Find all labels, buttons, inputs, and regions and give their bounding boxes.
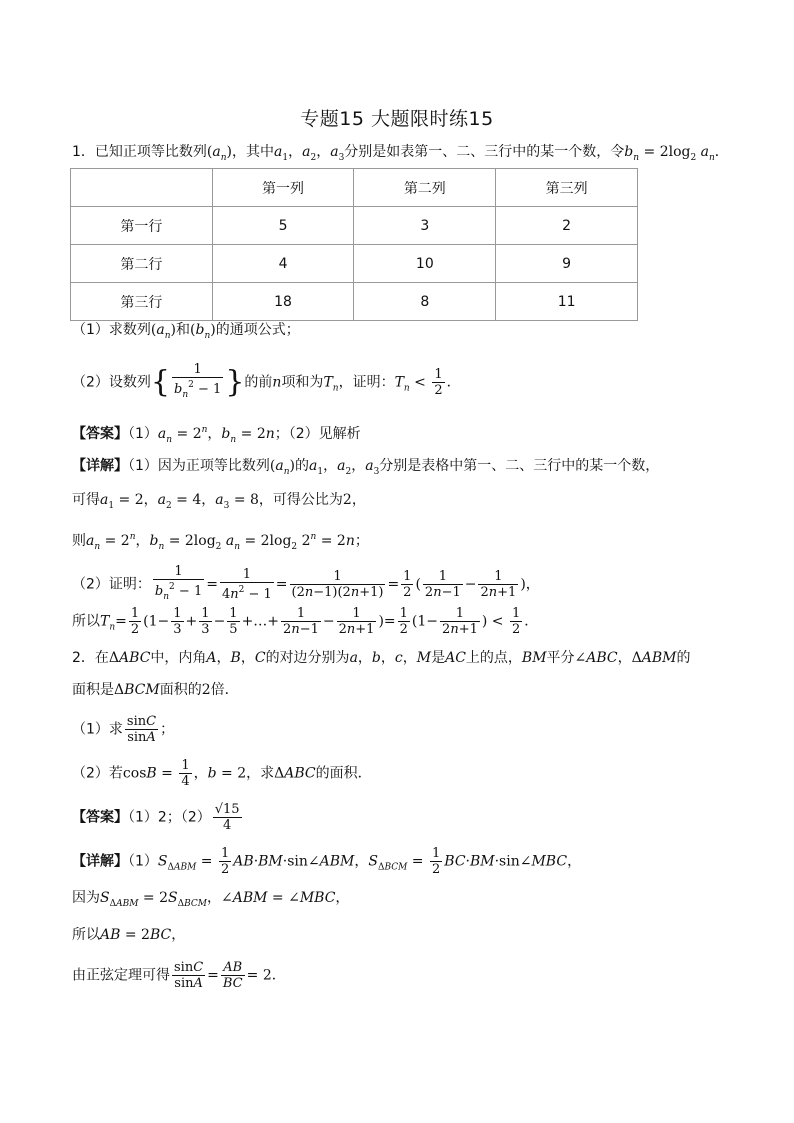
q1-stem: 1．已知正项等比数列$(a_n)$，其中$a_1$，$a_2$，$a_3$分别是如表第一、二、三行中的某一个数，令$b_n = 2\log_2$ $a_n$． (72, 144, 729, 163)
table-row: 第一列 第二列 第三列 (71, 169, 638, 207)
q1-part1: （1）求数列$(a_n)$和$(b_n)$的通项公式； (72, 322, 300, 341)
q1-detail-5: 所以$T_n=$ $\frac{1}{2}$ (1− $\frac{1}{3}$ + $\frac{1}{3}$ − $\frac{1}{5}$ +…+ $\frac{1}{2n-1}$ − $\frac{1}{2n+1}$ )= $\frac{1}{2}$ (1− $\frac{1}{2n+1}$ ) < $\frac{1}{2}$ ． (72, 606, 539, 637)
q2-part1: （1）求 $\frac{\sin C}{\sin A}$ ； (72, 714, 175, 745)
q2-detail-1: 【详解】$(1)S_{\Delta ABM}$ = $\frac{1}{2}$ AB·BM·sin∠ABM，$S_{\Delta BCM}$ = $\frac{1}{2}$ BC·BM·sin∠MBC， (72, 846, 582, 877)
table-row: 第一行 5 3 2 (71, 207, 638, 245)
q1-detail-4: （2）证明： $\frac{1}{b_n^2 - 1}$ = $\frac{1}{4n^2 - 1}$ = $\frac{1}{(2n-1)(2n+1)}$ = $\frac{1}{2}$ ( $\frac{1}{2n-1}$ − $\frac{1}{2n+1}$ )， (72, 564, 540, 602)
q1-answer: 【答案】$(1)a_n = 2^n$，$b_n = 2n$；（2）见解析 (72, 425, 361, 445)
q2-stem-line1: 2．在ΔABC中，内角A，B，C的对边分别为a，b，c，M是AC上的点，BM平分∠ABC，ΔABM的 (72, 650, 691, 666)
q2-part2: （2）若cosB = $\frac{1}{4}$ ，b = 2，求ΔABC的面积． (72, 758, 372, 789)
q2-detail-4: 由正弦定理可得 $\frac{\sin C}{\sin A}$ = $\frac{AB}{BC}$ = 2． (72, 960, 286, 991)
q1-detail-1: 【详解】（1）因为正项等比数列$(a_n)$的$a_1$，$a_2$，$a_3$分别是表格中第一、二、三行中的某一个数， (72, 458, 660, 477)
q2-detail-2: 因为$S_{\Delta ABM} = 2S_{\Delta BCM}$，∠ABM = ∠MBC， (72, 890, 350, 909)
q1-part2: （2）设数列{ $\frac{1}{b_n^2 - 1}$ }的前n项和为$T_n$，证明：$T_n$ < $\frac{1}{2}$ ． (72, 362, 461, 400)
q2-stem-line2: 面积是ΔBCM面积的2倍． (72, 682, 239, 698)
page-title: 专题15 大题限时练15 (300, 108, 494, 130)
q2-answer: 【答案】（1）2；（2） $\frac{√15}{4}$ (72, 802, 240, 833)
q1-table (70, 168, 638, 321)
table-row: 第二行 4 10 9 (71, 245, 638, 283)
q2-detail-3: 所以AB = 2BC， (72, 927, 186, 943)
q1-detail-2: 可得$a_1 = 2$，$a_2 = 4$，$a_3 = 8$，可得公比为2， (72, 492, 366, 511)
table-row: 第三行 18 8 11 (71, 283, 638, 321)
q1-detail-3: 则$a_n = 2^n$，$b_n = 2\log_2$ $a_n = 2\log_2$ $2^n = 2n$； (72, 532, 369, 552)
